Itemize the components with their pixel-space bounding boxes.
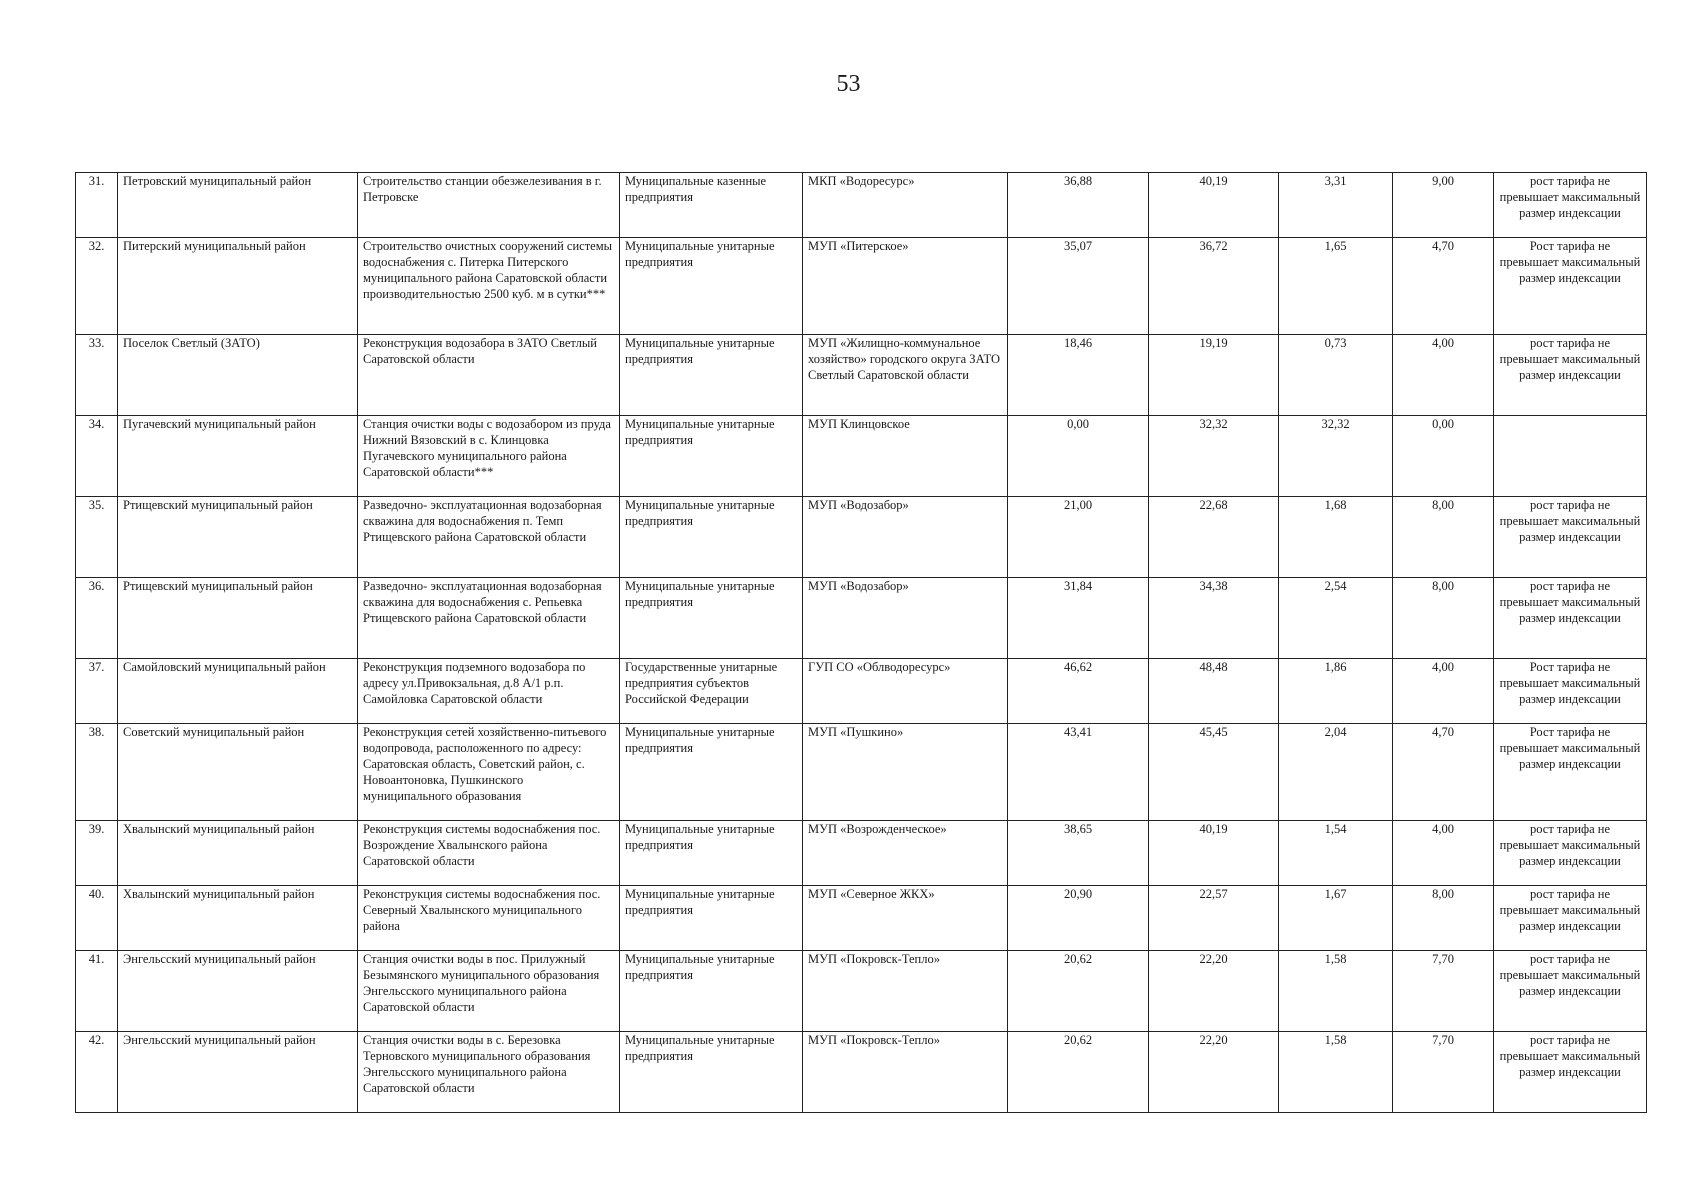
organization-cell: МУП «Возрожденческое» <box>803 821 1008 886</box>
value-2-cell: 32,32 <box>1149 416 1279 497</box>
table-row <box>76 821 1647 886</box>
district-cell: Советский муниципальный район <box>118 724 358 821</box>
value-2-cell: 22,20 <box>1149 1032 1279 1113</box>
value-3-cell: 1,68 <box>1279 497 1393 578</box>
note-cell: рост тарифа не превышает максимальный размер индексации <box>1494 173 1647 238</box>
note-cell: рост тарифа не превышает максимальный размер индексации <box>1494 821 1647 886</box>
value-3-cell: 1,67 <box>1279 886 1393 951</box>
value-3-cell: 1,58 <box>1279 951 1393 1032</box>
org-type-cell: Муниципальные унитарные предприятия <box>620 724 803 821</box>
value-3-cell: 0,73 <box>1279 335 1393 416</box>
table-row <box>76 578 1647 659</box>
note-cell: рост тарифа не превышает максимальный размер индексации <box>1494 578 1647 659</box>
org-type-cell: Муниципальные унитарные предприятия <box>620 335 803 416</box>
project-cell: Реконструкция системы водоснабжения пос. Северный Хвалынского муниципального района <box>358 886 620 951</box>
project-cell: Строительство станции обезжелезивания в г. Петровске <box>358 173 620 238</box>
table-row <box>76 724 1647 821</box>
value-3-cell: 2,54 <box>1279 578 1393 659</box>
project-cell: Строительство очистных сооружений системы водоснабжения с. Питерка Питерского муниципального района Саратовской области производительностью 2500 куб. м в сутки*** <box>358 238 620 335</box>
table-row <box>76 951 1647 1032</box>
organization-cell: МУП «Покровск-Тепло» <box>803 951 1008 1032</box>
page-number: 53 <box>836 71 861 97</box>
project-cell: Разведочно- эксплуатационная водозаборная скважина для водоснабжения с. Репьевка Ртищевского района Саратовской области <box>358 578 620 659</box>
value-4-cell: 8,00 <box>1393 886 1494 951</box>
row-number: 31. <box>76 173 118 238</box>
project-cell: Станция очистки воды в с. Березовка Терновского муниципального образования Энгельсского муниципального района Саратовской области <box>358 1032 620 1113</box>
value-2-cell: 40,19 <box>1149 821 1279 886</box>
district-cell: Энгельсский муниципальный район <box>118 1032 358 1113</box>
note-cell <box>1494 416 1647 497</box>
project-cell: Станция очистки воды в пос. Прилужный Безымянского муниципального образования Энгельсского муниципального района Саратовской области <box>358 951 620 1032</box>
value-1-cell: 31,84 <box>1008 578 1149 659</box>
value-4-cell: 0,00 <box>1393 416 1494 497</box>
table-row <box>76 497 1647 578</box>
district-cell: Петровский муниципальный район <box>118 173 358 238</box>
organization-cell: МУП «Северное ЖКХ» <box>803 886 1008 951</box>
tariff-table <box>75 172 1647 1113</box>
value-4-cell: 7,70 <box>1393 951 1494 1032</box>
table-row <box>76 886 1647 951</box>
note-cell: рост тарифа не превышает максимальный размер индексации <box>1494 951 1647 1032</box>
organization-cell: МУП «Водозабор» <box>803 497 1008 578</box>
value-4-cell: 4,00 <box>1393 659 1494 724</box>
organization-cell: МУП Клинцовское <box>803 416 1008 497</box>
value-4-cell: 8,00 <box>1393 497 1494 578</box>
org-type-cell: Муниципальные унитарные предприятия <box>620 578 803 659</box>
value-1-cell: 21,00 <box>1008 497 1149 578</box>
org-type-cell: Муниципальные унитарные предприятия <box>620 951 803 1032</box>
note-cell: Рост тарифа не превышает максимальный размер индексации <box>1494 659 1647 724</box>
org-type-cell: Муниципальные казенные предприятия <box>620 173 803 238</box>
org-type-cell: Муниципальные унитарные предприятия <box>620 416 803 497</box>
value-1-cell: 20,62 <box>1008 1032 1149 1113</box>
table-row <box>76 1032 1647 1113</box>
value-2-cell: 40,19 <box>1149 173 1279 238</box>
district-cell: Хвалынский муниципальный район <box>118 886 358 951</box>
value-4-cell: 4,00 <box>1393 335 1494 416</box>
value-1-cell: 35,07 <box>1008 238 1149 335</box>
note-cell: рост тарифа не превышает максимальный размер индексации <box>1494 1032 1647 1113</box>
row-number: 32. <box>76 238 118 335</box>
value-3-cell: 1,58 <box>1279 1032 1393 1113</box>
value-2-cell: 45,45 <box>1149 724 1279 821</box>
row-number: 39. <box>76 821 118 886</box>
value-2-cell: 34,38 <box>1149 578 1279 659</box>
value-2-cell: 22,20 <box>1149 951 1279 1032</box>
row-number: 33. <box>76 335 118 416</box>
note-cell: Рост тарифа не превышает максимальный размер индексации <box>1494 238 1647 335</box>
value-4-cell: 4,70 <box>1393 724 1494 821</box>
table-row <box>76 416 1647 497</box>
value-1-cell: 0,00 <box>1008 416 1149 497</box>
value-4-cell: 8,00 <box>1393 578 1494 659</box>
project-cell: Реконструкция системы водоснабжения пос. Возрождение Хвалынского района Саратовской области <box>358 821 620 886</box>
org-type-cell: Муниципальные унитарные предприятия <box>620 886 803 951</box>
table-row <box>76 335 1647 416</box>
row-number: 36. <box>76 578 118 659</box>
org-type-cell: Государственные унитарные предприятия субъектов Российской Федерации <box>620 659 803 724</box>
org-type-cell: Муниципальные унитарные предприятия <box>620 497 803 578</box>
district-cell: Поселок Светлый (ЗАТО) <box>118 335 358 416</box>
value-4-cell: 4,00 <box>1393 821 1494 886</box>
value-3-cell: 32,32 <box>1279 416 1393 497</box>
district-cell: Ртищевский муниципальный район <box>118 497 358 578</box>
project-cell: Реконструкция водозабора в ЗАТО Светлый Саратовской области <box>358 335 620 416</box>
row-number: 38. <box>76 724 118 821</box>
value-2-cell: 19,19 <box>1149 335 1279 416</box>
note-cell: рост тарифа не превышает максимальный размер индексации <box>1494 497 1647 578</box>
organization-cell: МУП «Водозабор» <box>803 578 1008 659</box>
organization-cell: МУП «Питерское» <box>803 238 1008 335</box>
district-cell: Самойловский муниципальный район <box>118 659 358 724</box>
table-row <box>76 173 1647 238</box>
value-4-cell: 7,70 <box>1393 1032 1494 1113</box>
row-number: 35. <box>76 497 118 578</box>
row-number: 40. <box>76 886 118 951</box>
district-cell: Питерский муниципальный район <box>118 238 358 335</box>
district-cell: Хвалынский муниципальный район <box>118 821 358 886</box>
district-cell: Энгельсский муниципальный район <box>118 951 358 1032</box>
row-number: 42. <box>76 1032 118 1113</box>
value-1-cell: 20,62 <box>1008 951 1149 1032</box>
value-4-cell: 9,00 <box>1393 173 1494 238</box>
note-cell: Рост тарифа не превышает максимальный размер индексации <box>1494 724 1647 821</box>
row-number: 37. <box>76 659 118 724</box>
project-cell: Станция очистки воды с водозабором из пруда Нижний Вязовский в с. Клинцовка Пугачевского муниципального района Саратовской области*** <box>358 416 620 497</box>
table-row <box>76 238 1647 335</box>
value-3-cell: 1,65 <box>1279 238 1393 335</box>
organization-cell: МУП «Жилищно-коммунальное хозяйство» городского округа ЗАТО Светлый Саратовской области <box>803 335 1008 416</box>
value-4-cell: 4,70 <box>1393 238 1494 335</box>
value-3-cell: 1,86 <box>1279 659 1393 724</box>
value-1-cell: 36,88 <box>1008 173 1149 238</box>
value-1-cell: 18,46 <box>1008 335 1149 416</box>
organization-cell: МУП «Покровск-Тепло» <box>803 1032 1008 1113</box>
table-row <box>76 659 1647 724</box>
row-number: 34. <box>76 416 118 497</box>
organization-cell: МКП «Водоресурс» <box>803 173 1008 238</box>
value-1-cell: 46,62 <box>1008 659 1149 724</box>
value-2-cell: 22,68 <box>1149 497 1279 578</box>
organization-cell: ГУП СО «Облводоресурс» <box>803 659 1008 724</box>
district-cell: Ртищевский муниципальный район <box>118 578 358 659</box>
value-2-cell: 36,72 <box>1149 238 1279 335</box>
value-2-cell: 48,48 <box>1149 659 1279 724</box>
note-cell: рост тарифа не превышает максимальный размер индексации <box>1494 886 1647 951</box>
project-cell: Реконструкция сетей хозяйственно-питьевого водопровода, расположенного по адресу: Саратовская область, Советский район, с. Новоантоновка, Пушкинского муниципального образования <box>358 724 620 821</box>
organization-cell: МУП «Пушкино» <box>803 724 1008 821</box>
value-1-cell: 20,90 <box>1008 886 1149 951</box>
value-3-cell: 2,04 <box>1279 724 1393 821</box>
note-cell: рост тарифа не превышает максимальный размер индексации <box>1494 335 1647 416</box>
value-3-cell: 3,31 <box>1279 173 1393 238</box>
org-type-cell: Муниципальные унитарные предприятия <box>620 821 803 886</box>
project-cell: Реконструкция подземного водозабора по адресу ул.Привокзальная, д.8 А/1 р.п. Самойловка Саратовской области <box>358 659 620 724</box>
value-3-cell: 1,54 <box>1279 821 1393 886</box>
value-2-cell: 22,57 <box>1149 886 1279 951</box>
project-cell: Разведочно- эксплуатационная водозаборная скважина для водоснабжения п. Темп Ртищевского района Саратовской области <box>358 497 620 578</box>
district-cell: Пугачевский муниципальный район <box>118 416 358 497</box>
value-1-cell: 43,41 <box>1008 724 1149 821</box>
org-type-cell: Муниципальные унитарные предприятия <box>620 238 803 335</box>
org-type-cell: Муниципальные унитарные предприятия <box>620 1032 803 1113</box>
row-number: 41. <box>76 951 118 1032</box>
value-1-cell: 38,65 <box>1008 821 1149 886</box>
